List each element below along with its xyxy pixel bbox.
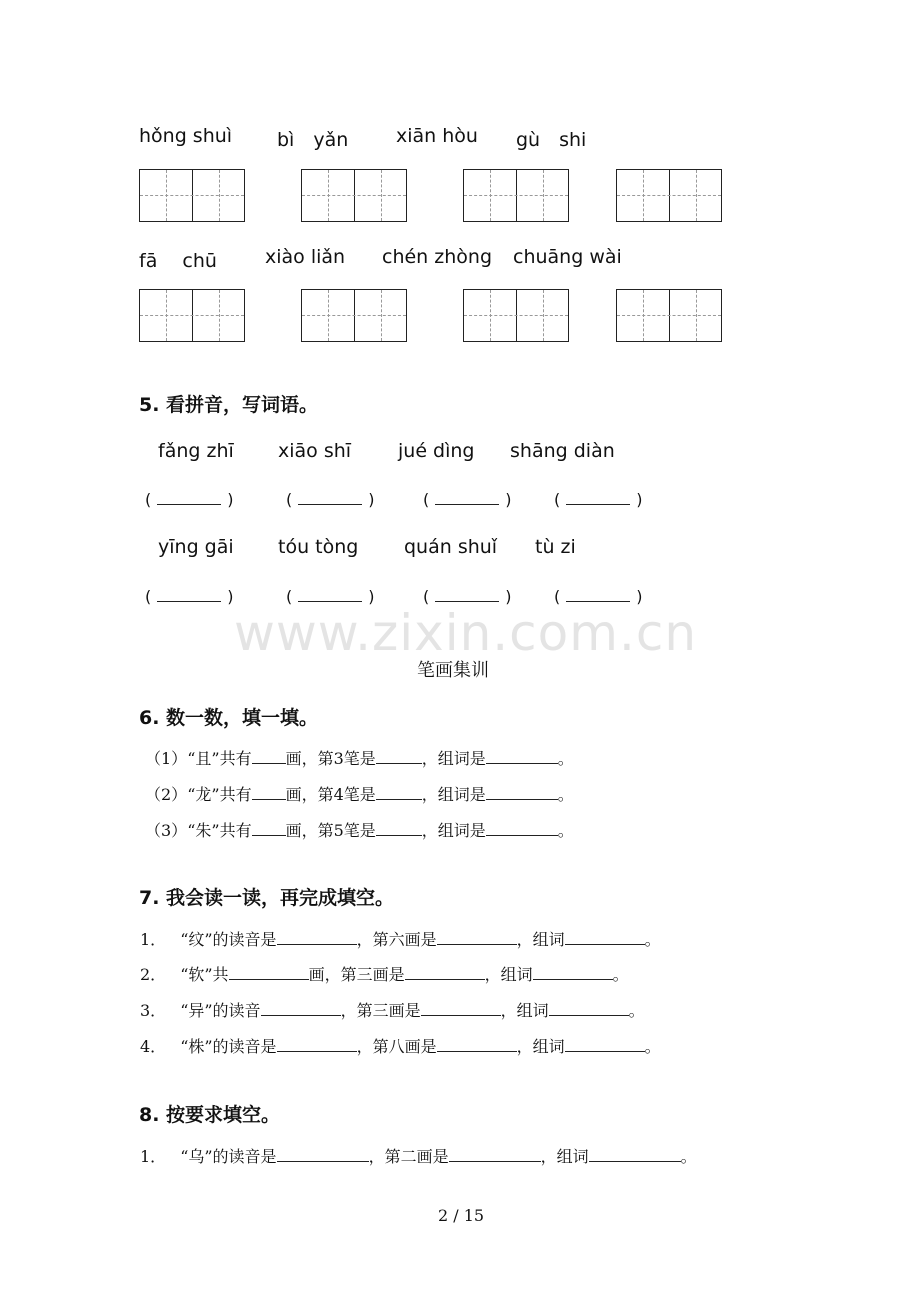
blank[interactable] xyxy=(376,823,422,836)
blank[interactable] xyxy=(533,967,613,980)
blank[interactable] xyxy=(261,1003,341,1016)
blank[interactable] xyxy=(421,1003,501,1016)
blank[interactable] xyxy=(486,787,558,800)
blank[interactable] xyxy=(229,967,309,980)
blank[interactable] xyxy=(277,1039,357,1052)
answer-blank[interactable]: ( ) xyxy=(423,587,512,606)
fill-line: 3． “异”的读音 ，第三画是 ，组词 。 xyxy=(140,1001,645,1020)
question-7-title: 7. 我会读一读，再完成填空。 xyxy=(139,887,395,909)
blank[interactable] xyxy=(437,1039,517,1052)
writing-grid[interactable] xyxy=(616,289,722,342)
answer-blank[interactable]: ( ) xyxy=(145,587,234,606)
pinyin-label: bì yǎn xyxy=(277,129,349,151)
writing-grid[interactable] xyxy=(616,169,722,222)
pinyin-label: chén zhòng xyxy=(382,246,493,268)
answer-blank[interactable]: ( ) xyxy=(286,490,375,509)
blank[interactable] xyxy=(252,823,286,836)
blank[interactable] xyxy=(405,967,485,980)
pinyin-label: shāng diàn xyxy=(510,440,615,462)
pinyin-label: xiān hòu xyxy=(396,125,478,147)
writing-grid[interactable] xyxy=(463,169,569,222)
pinyin-label: tóu tòng xyxy=(278,536,359,558)
writing-grid[interactable] xyxy=(139,169,245,222)
fill-line: 4． “株”的读音是 ，第八画是 ，组词 。 xyxy=(140,1037,661,1056)
writing-grid[interactable] xyxy=(139,289,245,342)
pinyin-label: xiào liǎn xyxy=(265,246,346,268)
fill-line: 2． “软”共 画，第三画是 ，组词 。 xyxy=(140,965,629,984)
watermark: www.zixin.com.cn xyxy=(234,604,698,662)
pinyin-label: quán shuǐ xyxy=(404,536,498,558)
question-6-title: 6. 数一数，填一填。 xyxy=(139,707,319,729)
blank[interactable] xyxy=(486,823,558,836)
fill-line: （1）“且”共有 画，第3笔是 ，组词是 。 xyxy=(145,749,574,768)
pinyin-label: jué dìng xyxy=(398,440,475,462)
question-8-title: 8. 按要求填空。 xyxy=(139,1104,281,1126)
blank[interactable] xyxy=(277,1149,369,1162)
pinyin-label: yīng gāi xyxy=(158,536,234,558)
answer-blank[interactable]: ( ) xyxy=(554,490,643,509)
blank[interactable] xyxy=(449,1149,541,1162)
answer-blank[interactable]: ( ) xyxy=(145,490,234,509)
fill-line: 1． “乌”的读音是 ，第二画是 ，组词 。 xyxy=(140,1147,697,1166)
pinyin-label: xiāo shī xyxy=(278,440,352,462)
blank[interactable] xyxy=(376,751,422,764)
section-title: 笔画集训 xyxy=(417,660,489,681)
pinyin-label: gù shi xyxy=(516,129,587,151)
pinyin-label: chuāng wài xyxy=(513,246,622,268)
writing-grid[interactable] xyxy=(301,289,407,342)
blank[interactable] xyxy=(565,1039,645,1052)
blank[interactable] xyxy=(565,932,645,945)
fill-line: （2）“龙”共有 画，第4笔是 ，组词是 。 xyxy=(145,785,574,804)
fill-line: （3）“朱”共有 画，第5笔是 ，组词是 。 xyxy=(145,821,574,840)
fill-line: 1． “纹”的读音是 ，第六画是 ，组词 。 xyxy=(140,930,661,949)
blank[interactable] xyxy=(589,1149,681,1162)
writing-grid[interactable] xyxy=(463,289,569,342)
answer-blank[interactable]: ( ) xyxy=(554,587,643,606)
blank[interactable] xyxy=(549,1003,629,1016)
question-5-title: 5. 看拼音，写词语。 xyxy=(139,394,319,416)
blank[interactable] xyxy=(252,751,286,764)
pinyin-label: fǎng zhī xyxy=(158,440,234,462)
page-number: 2 / 15 xyxy=(438,1206,485,1225)
answer-blank[interactable]: ( ) xyxy=(423,490,512,509)
writing-grid[interactable] xyxy=(301,169,407,222)
blank[interactable] xyxy=(486,751,558,764)
answer-blank[interactable]: ( ) xyxy=(286,587,375,606)
pinyin-label: fā chū xyxy=(139,250,217,272)
blank[interactable] xyxy=(252,787,286,800)
blank[interactable] xyxy=(376,787,422,800)
pinyin-label: tù zi xyxy=(535,536,576,558)
pinyin-label: hǒng shuì xyxy=(139,125,233,147)
blank[interactable] xyxy=(437,932,517,945)
blank[interactable] xyxy=(277,932,357,945)
